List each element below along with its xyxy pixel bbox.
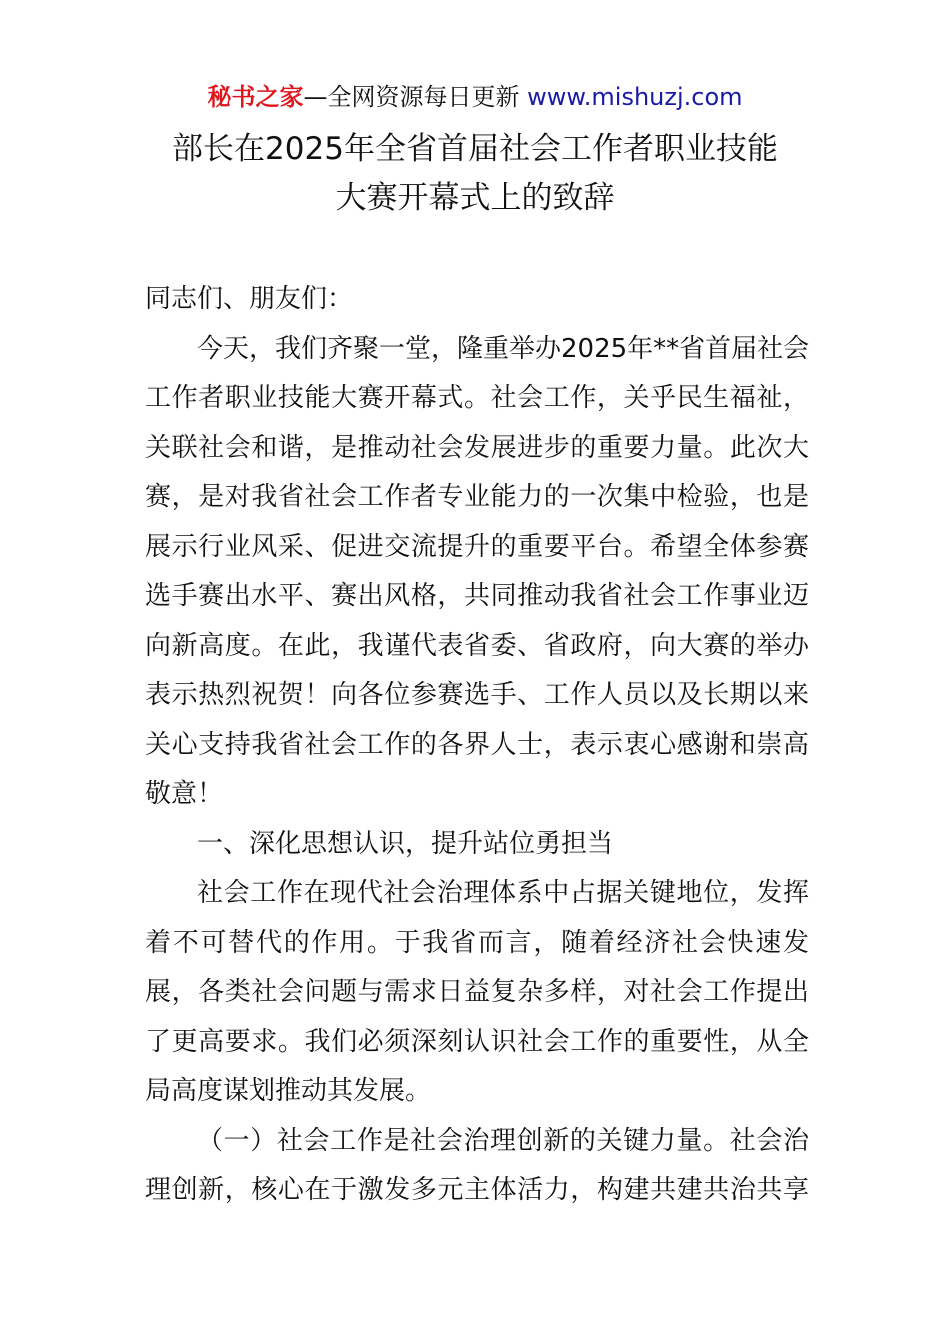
- document-title-line-1: 部长在2025年全省首届社会工作者职业技能: [172, 131, 778, 167]
- paragraph-line: 理创新，核心在于激发多元主体活力，构建共建共治共享: [145, 1175, 809, 1205]
- paragraph-line-last: 局高度谋划推动其发展。: [145, 1076, 432, 1106]
- site-header: [0, 80, 950, 114]
- paragraph-line: 展示行业风采、促进交流提升的重要平台。希望全体参赛: [145, 531, 809, 562]
- header-slogan: —全网资源每日更新: [303, 83, 528, 111]
- paragraph-line: 选手赛出水平、赛出风格，共同推动我省社会工作事业迈: [145, 581, 809, 611]
- document-body: [145, 275, 809, 1216]
- paragraph-line: 赛，是对我省社会工作者专业能力的一次集中检验，也是: [145, 482, 809, 512]
- paragraph-line: 展，各类社会问题与需求日益复杂多样，对社会工作提出: [145, 977, 809, 1007]
- paragraph-line: 工作者职业技能大赛开幕式。社会工作，关乎民生福祉，: [145, 383, 809, 413]
- paragraph-line: 向新高度。在此，我谨代表省委、省政府，向大赛的举办: [145, 630, 809, 661]
- salutation: 同志们、朋友们：: [145, 284, 354, 314]
- paragraph-line: 表示热烈祝贺！向各位参赛选手、工作人员以及长期以来: [145, 680, 809, 710]
- section-heading: 一、深化思想认识，提升站位勇担当: [197, 828, 614, 859]
- paragraph-line: 关联社会和谐，是推动社会发展进步的重要力量。此次大: [145, 432, 809, 463]
- paragraph-line: 关心支持我省社会工作的各界人士，表示衷心感谢和崇高: [145, 729, 809, 760]
- paragraph-line: 今天，我们齐聚一堂，隆重举办2025年**省首届社会: [197, 333, 810, 364]
- document-title-line-2: 大赛开幕式上的致辞: [335, 180, 615, 216]
- brand-name: 秘书之家: [207, 83, 304, 111]
- site-url-link[interactable]: www.mishuzj.com: [527, 83, 743, 111]
- paragraph-line: 着不可替代的作用。于我省而言，随着经济社会快速发: [145, 927, 809, 958]
- paragraph-line: 社会工作在现代社会治理体系中占据关键地位，发挥: [197, 878, 809, 908]
- paragraph-line: 了更高要求。我们必须深刻认识社会工作的重要性，从全: [145, 1026, 809, 1057]
- paragraph-line-last: 敬意！: [145, 779, 224, 809]
- subsection-line: （一）社会工作是社会治理创新的关键力量。社会治: [197, 1125, 809, 1156]
